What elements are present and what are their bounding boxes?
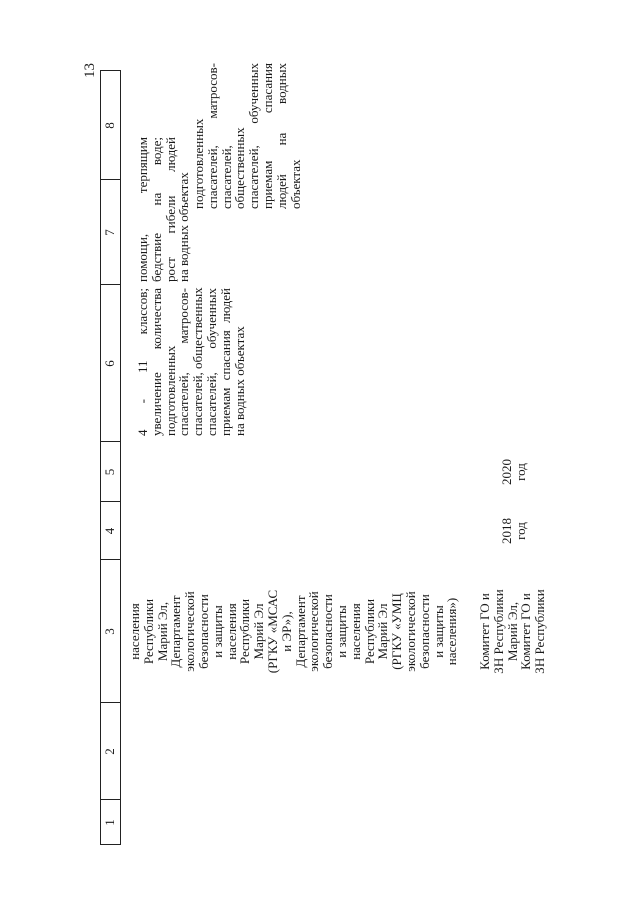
text-line: населения (347, 603, 363, 660)
text-line: год (512, 463, 528, 481)
text-line: Департамент (292, 595, 308, 668)
column-number-3: 3 (102, 628, 117, 635)
text-line: год (512, 522, 528, 540)
row1-col6-indicators (136, 288, 246, 436)
text-line: ЗН Республики (490, 589, 506, 674)
text-line: и защиты (209, 605, 225, 658)
text-line: населения (223, 603, 239, 660)
text-line: спасателей, матросов- (176, 288, 192, 436)
text-line: общественных (232, 127, 248, 209)
text-line: Республики (237, 598, 253, 665)
row2-col4-start-year (500, 502, 528, 560)
text-line: приемам спасания людей (217, 288, 233, 436)
text-line: Марий Эл, (504, 601, 520, 662)
text-line: и защиты (333, 605, 349, 658)
text-line: Комитет ГО и (518, 593, 534, 670)
text-line: экологической (306, 591, 322, 672)
text-line: (РГКУ «МСАС (264, 589, 280, 674)
text-line: объектах (287, 159, 303, 209)
text-line: населения (127, 603, 142, 660)
column-number-7: 7 (102, 229, 117, 236)
text-line: Марий Эл (375, 603, 391, 660)
text-line: Марий Эл (251, 603, 267, 660)
text-line: Республики (361, 598, 377, 665)
page-number: 13 (82, 63, 98, 78)
column-number-4: 4 (102, 527, 117, 535)
text-line: рост гибели людей (162, 137, 178, 282)
text-line: спасателей, обученных (203, 288, 219, 436)
text-line: на водных объектах (176, 172, 192, 282)
text-line: безопасности (195, 594, 211, 669)
text-line: спасателей, обученных (246, 63, 262, 209)
text-line: и ЭР»), (278, 611, 294, 652)
row1-col7-consequences (136, 137, 191, 282)
text-line: приемам спасания (259, 63, 275, 209)
text-line: спасателей, общественных (190, 287, 206, 436)
text-line: безопасности (320, 594, 336, 669)
text-line: 2018 (499, 518, 514, 544)
text-line: подготовленных (191, 118, 206, 209)
table-top-border (100, 70, 101, 845)
text-line: спасателей, (218, 145, 234, 209)
text-line: Департамент (168, 595, 184, 668)
text-line: 4 - 11 классов; (135, 288, 150, 436)
row2-col5-end-year (500, 442, 528, 502)
text-line: подготовленных (162, 345, 178, 436)
text-line: спасателей, матросов- (204, 63, 220, 209)
text-line: и защиты (430, 605, 446, 658)
row2-col3-responsible (478, 560, 547, 703)
text-line: ЗН Республики (532, 589, 548, 674)
text-line: Комитет ГО и (477, 593, 492, 670)
text-line: людей на водных (273, 63, 289, 209)
text-line: увеличение количества (148, 288, 164, 436)
column-number-6: 6 (102, 360, 117, 367)
column-number-8: 8 (102, 122, 117, 129)
text-line: 2020 (499, 459, 514, 485)
text-line: Марий Эл, (154, 601, 170, 662)
text-line: экологической (402, 591, 418, 672)
column-number-5: 5 (102, 468, 117, 476)
header-bottom-border (120, 70, 121, 845)
column-number-1: 1 (102, 819, 117, 826)
text-line: помощи, терпящим (135, 137, 150, 282)
text-line: безопасности (416, 594, 432, 669)
rotated-table (100, 63, 620, 845)
text-line: экологической (182, 591, 198, 672)
text-line: на водных объектах (231, 326, 247, 436)
row1-col3-responsible (128, 560, 459, 703)
row1-col8-results (192, 63, 302, 209)
text-line: (РГКУ «УМЦ (389, 593, 405, 670)
column-number-2: 2 (102, 748, 117, 755)
text-line: Республики (140, 598, 156, 665)
text-line: бедствие на воде; (148, 137, 164, 282)
text-line: населения») (444, 597, 460, 666)
